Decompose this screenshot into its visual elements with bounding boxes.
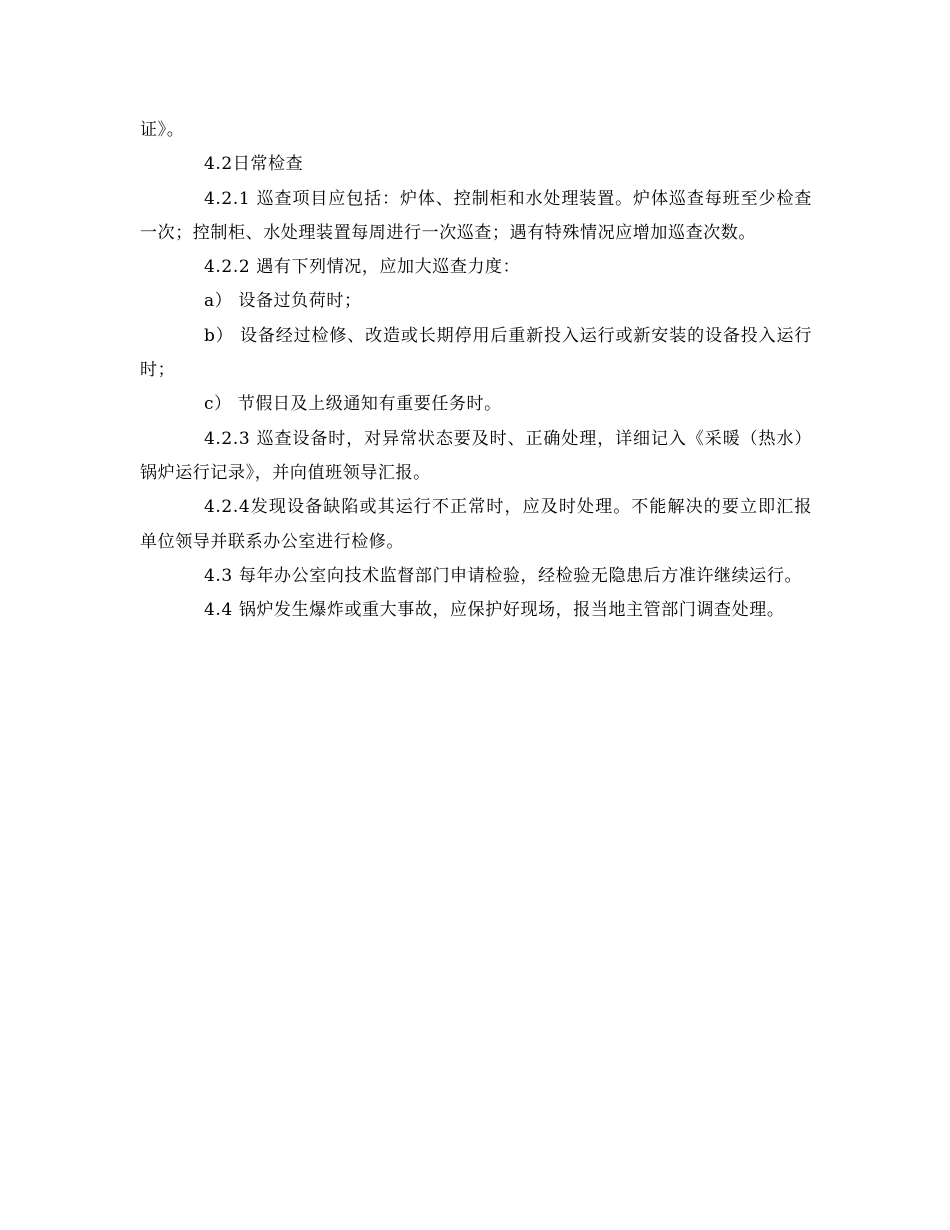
paragraph-4-4: 4.4 锅炉发生爆炸或重大事故，应保护好现场，报当地主管部门调查处理。 (204, 600, 785, 621)
paragraph-4-2-4: 4.2.4发现设备缺陷或其运行不正常时，应及时处理。不能解决的要立即汇报单位领导并联系办公室进行检修。 (140, 497, 812, 552)
list-item-a: a） 设备过负荷时； (204, 291, 362, 312)
paragraph-continuation: 证》。 (140, 120, 185, 140)
list-item-c: c） 节假日及上级通知有重要任务时。 (204, 394, 502, 415)
list-item-b: b） 设备经过检修、改造或长期停用后重新投入运行或新安装的设备投入运行时； (140, 325, 812, 381)
paragraph-4-2-3: 4.2.3 巡查设备时，对异常状态要及时、正确处理，详细记入《采暖（热水）锅炉运行记录》，并向值班领导汇报。 (140, 428, 812, 483)
document-body (140, 113, 812, 627)
section-heading-4-2: 4.2日常检查 (204, 154, 304, 175)
paragraph-4-2-1: 4.2.1 巡查项目应包括：炉体、控制柜和水处理装置。炉体巡查每班至少检查一次；控制柜、水处理装置每周进行一次巡查；遇有特殊情况应增加巡查次数。 (140, 188, 812, 243)
paragraph-4-2-2: 4.2.2 遇有下列情况，应加大巡查力度： (204, 257, 521, 278)
paragraph-4-3: 4.3 每年办公室向技术监督部门申请检验，经检验无隐患后方准许继续运行。 (204, 565, 803, 586)
